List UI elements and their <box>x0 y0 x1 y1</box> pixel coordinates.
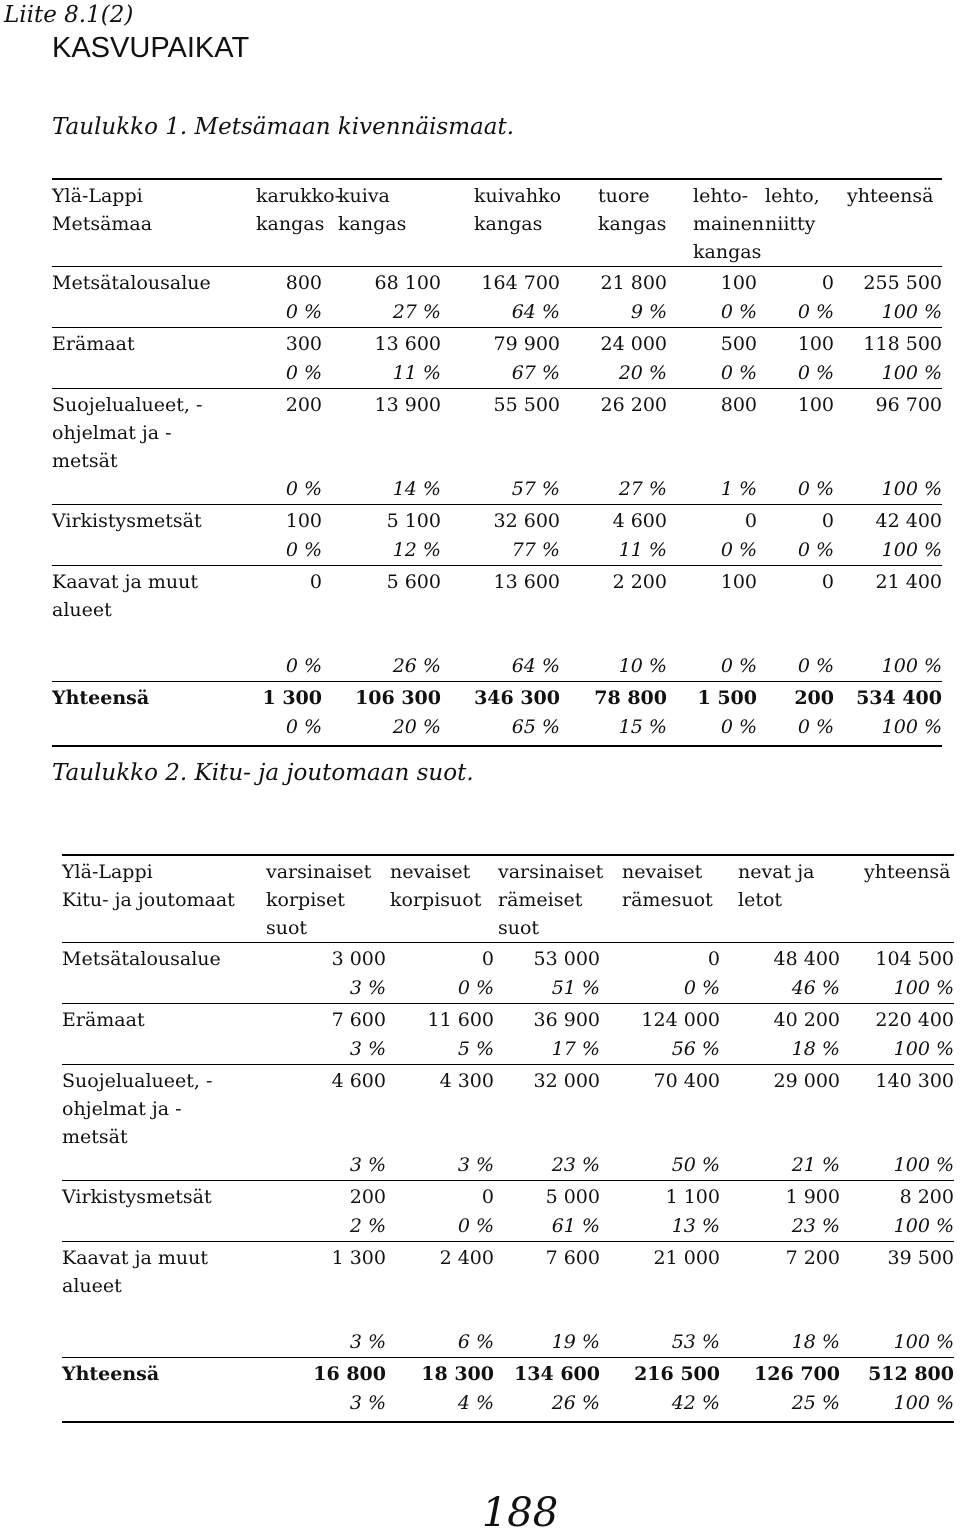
percent-cell: 20 % <box>322 713 441 746</box>
percent-cell: 14 % <box>392 478 441 500</box>
percent-cell: 46 % <box>791 977 840 999</box>
value-cell: 100 <box>757 389 834 476</box>
percent-cell: 3 % <box>260 1389 386 1422</box>
value-cell: 8 200 <box>840 1181 954 1213</box>
percent-row <box>62 1328 954 1358</box>
value-cell: 140 300 <box>840 1065 954 1152</box>
value-cell: 300 <box>238 328 322 360</box>
percent-row <box>62 1035 954 1065</box>
row-label: Suojelualueet, - ohjelmat ja -metsät <box>52 389 238 476</box>
value-cell: 126 700 <box>720 1358 840 1390</box>
table2-header-cell: nevaiset korpisuot <box>386 855 494 943</box>
percent-cell: 26 % <box>392 655 441 677</box>
percent-cell: 61 % <box>551 1215 600 1237</box>
page-heading: KASVUPAIKAT <box>52 32 250 64</box>
value-cell: 500 <box>667 328 757 360</box>
percent-cell: 3 % <box>349 1154 386 1176</box>
empty-cell <box>52 298 238 328</box>
percent-cell: 0 % <box>285 655 322 677</box>
percent-cell: 0 % <box>720 362 757 384</box>
value-cell: 134 600 <box>494 1358 600 1390</box>
value-cell: 0 <box>600 943 720 975</box>
value-cell: 1 900 <box>720 1181 840 1213</box>
percent-cell: 27 % <box>618 478 667 500</box>
percent-cell: 25 % <box>720 1389 840 1422</box>
percent-cell: 4 % <box>386 1389 494 1422</box>
percent-cell: 1 % <box>720 478 757 500</box>
percent-row <box>52 298 942 328</box>
percent-cell: 64 % <box>511 655 560 677</box>
value-cell: 13 600 <box>441 566 560 653</box>
table2-header-cell: nevaiset rämesuot <box>600 855 720 943</box>
value-cell: 220 400 <box>840 1004 954 1036</box>
percent-cell: 5 % <box>457 1038 494 1060</box>
value-cell: 800 <box>667 389 757 476</box>
value-cell: 200 <box>238 389 322 476</box>
percent-cell: 42 % <box>600 1389 720 1422</box>
empty-cell <box>52 713 238 746</box>
row-label: Virkistysmetsät <box>62 1181 260 1213</box>
percent-cell: 100 % <box>881 539 942 561</box>
empty-cell <box>52 475 238 505</box>
value-cell: 0 <box>757 566 834 653</box>
value-cell: 24 000 <box>560 328 667 360</box>
empty-cell <box>62 1328 260 1358</box>
percent-cell: 0 % <box>797 655 834 677</box>
value-cell: 100 <box>667 267 757 299</box>
percent-cell: 18 % <box>791 1038 840 1060</box>
table-row <box>52 566 942 653</box>
percent-cell: 18 % <box>791 1331 840 1353</box>
row-label: Metsätalousalue <box>62 943 260 975</box>
value-cell: 32 600 <box>441 505 560 537</box>
table1-caption: Taulukko 1. Metsämaan kivennäismaat. <box>52 114 514 140</box>
table1-header-cell: karukko- kangas <box>238 179 322 267</box>
empty-cell <box>62 1035 260 1065</box>
value-cell: 42 400 <box>834 505 942 537</box>
table2-caption: Taulukko 2. Kitu- ja joutomaan suot. <box>52 760 474 786</box>
percent-row <box>62 1151 954 1181</box>
value-cell: 79 900 <box>441 328 560 360</box>
table1-header-cell: yhteensä <box>834 179 942 267</box>
percent-cell: 100 % <box>881 362 942 384</box>
value-cell: 5 000 <box>494 1181 600 1213</box>
empty-cell <box>62 1151 260 1181</box>
percent-cell: 19 % <box>551 1331 600 1353</box>
table2-header-cell: varsinaiset korpiset suot <box>260 855 386 943</box>
percent-cell: 0 % <box>797 478 834 500</box>
value-cell: 0 <box>667 505 757 537</box>
empty-cell <box>52 652 238 682</box>
percent-cell: 51 % <box>551 977 600 999</box>
percent-cell: 0 % <box>285 301 322 323</box>
percent-cell: 64 % <box>511 301 560 323</box>
value-cell: 96 700 <box>834 389 942 476</box>
percent-cell: 2 % <box>349 1215 386 1237</box>
percent-cell: 0 % <box>797 301 834 323</box>
percent-cell: 3 % <box>349 1331 386 1353</box>
value-cell: 13 600 <box>322 328 441 360</box>
percent-cell: 0 % <box>238 713 322 746</box>
value-cell: 0 <box>757 505 834 537</box>
percent-cell: 100 % <box>881 478 942 500</box>
value-cell: 40 200 <box>720 1004 840 1036</box>
value-cell: 2 200 <box>560 566 667 653</box>
row-label: Kaavat ja muut alueet <box>52 566 238 653</box>
table1-header-cell: kuiva kangas <box>322 179 441 267</box>
percent-row <box>62 1389 954 1422</box>
value-cell: 106 300 <box>322 682 441 714</box>
table-row <box>62 943 954 975</box>
percent-cell: 21 % <box>791 1154 840 1176</box>
value-cell: 70 400 <box>600 1065 720 1152</box>
row-label: Erämaat <box>62 1004 260 1036</box>
value-cell: 1 300 <box>238 682 322 714</box>
percent-cell: 12 % <box>392 539 441 561</box>
value-cell: 0 <box>757 267 834 299</box>
value-cell: 0 <box>238 566 322 653</box>
value-cell: 216 500 <box>600 1358 720 1390</box>
percent-cell: 100 % <box>834 713 942 746</box>
row-label: Kaavat ja muut alueet <box>62 1242 260 1329</box>
value-cell: 21 000 <box>600 1242 720 1329</box>
percent-cell: 6 % <box>457 1331 494 1353</box>
percent-cell: 0 % <box>457 977 494 999</box>
percent-cell: 23 % <box>551 1154 600 1176</box>
value-cell: 7 600 <box>494 1242 600 1329</box>
table2-header-cell: yhteensä <box>840 855 954 943</box>
percent-row <box>52 359 942 389</box>
value-cell: 200 <box>757 682 834 714</box>
empty-cell <box>52 359 238 389</box>
value-cell: 21 400 <box>834 566 942 653</box>
percent-cell: 20 % <box>618 362 667 384</box>
value-cell: 68 100 <box>322 267 441 299</box>
value-cell: 512 800 <box>840 1358 954 1390</box>
table1 <box>52 178 942 747</box>
value-cell: 36 900 <box>494 1004 600 1036</box>
percent-row <box>52 713 942 746</box>
table2 <box>62 854 954 1423</box>
percent-cell: 0 % <box>457 1215 494 1237</box>
row-label: Yhteensä <box>62 1358 260 1390</box>
percent-row <box>52 652 942 682</box>
table-row <box>62 1242 954 1329</box>
table-row <box>52 505 942 537</box>
percent-cell: 17 % <box>551 1038 600 1060</box>
percent-cell: 100 % <box>893 1038 954 1060</box>
table-row <box>52 267 942 299</box>
percent-row <box>62 1212 954 1242</box>
value-cell: 5 100 <box>322 505 441 537</box>
percent-cell: 0 % <box>797 362 834 384</box>
value-cell: 11 600 <box>386 1004 494 1036</box>
value-cell: 7 600 <box>260 1004 386 1036</box>
percent-cell: 11 % <box>618 539 667 561</box>
table1-header-cell: tuore kangas <box>560 179 667 267</box>
value-cell: 200 <box>260 1181 386 1213</box>
value-cell: 2 400 <box>386 1242 494 1329</box>
value-cell: 255 500 <box>834 267 942 299</box>
row-label: Suojelualueet, - ohjelmat ja -metsät <box>62 1065 260 1152</box>
percent-cell: 57 % <box>511 478 560 500</box>
table-row <box>52 328 942 360</box>
value-cell: 118 500 <box>834 328 942 360</box>
value-cell: 800 <box>238 267 322 299</box>
table2-header-row <box>62 855 954 943</box>
percent-cell: 100 % <box>893 977 954 999</box>
value-cell: 1 500 <box>667 682 757 714</box>
table-row <box>62 1004 954 1036</box>
percent-cell: 27 % <box>392 301 441 323</box>
percent-cell: 0 % <box>285 362 322 384</box>
value-cell: 0 <box>386 1181 494 1213</box>
value-cell: 29 000 <box>720 1065 840 1152</box>
percent-cell: 0 % <box>720 301 757 323</box>
percent-cell: 0 % <box>285 539 322 561</box>
value-cell: 78 800 <box>560 682 667 714</box>
table-row <box>62 1181 954 1213</box>
value-cell: 4 600 <box>560 505 667 537</box>
percent-cell: 67 % <box>511 362 560 384</box>
percent-cell: 13 % <box>671 1215 720 1237</box>
percent-cell: 15 % <box>560 713 667 746</box>
row-label: Virkistysmetsät <box>52 505 238 537</box>
percent-cell: 100 % <box>881 301 942 323</box>
value-cell: 7 200 <box>720 1242 840 1329</box>
value-cell: 3 000 <box>260 943 386 975</box>
table1-header-cell: lehto- mainen kangas <box>667 179 757 267</box>
percent-cell: 0 % <box>797 539 834 561</box>
percent-cell: 56 % <box>671 1038 720 1060</box>
percent-cell: 53 % <box>671 1331 720 1353</box>
value-cell: 104 500 <box>840 943 954 975</box>
percent-cell: 100 % <box>893 1215 954 1237</box>
row-label: Erämaat <box>52 328 238 360</box>
value-cell: 5 600 <box>322 566 441 653</box>
percent-cell: 0 % <box>667 713 757 746</box>
table1-header-row <box>52 179 942 267</box>
value-cell: 13 900 <box>322 389 441 476</box>
table-row <box>52 389 942 476</box>
percent-cell: 0 % <box>720 539 757 561</box>
percent-cell: 10 % <box>618 655 667 677</box>
value-cell: 1 100 <box>600 1181 720 1213</box>
value-cell: 534 400 <box>834 682 942 714</box>
percent-cell: 11 % <box>392 362 441 384</box>
table2-header-cell: varsinaiset rämeiset suot <box>494 855 600 943</box>
value-cell: 4 300 <box>386 1065 494 1152</box>
row-label: Yhteensä <box>52 682 238 714</box>
value-cell: 346 300 <box>441 682 560 714</box>
percent-cell: 100 % <box>881 655 942 677</box>
row-label: Metsätalousalue <box>52 267 238 299</box>
percent-row <box>52 536 942 566</box>
percent-cell: 3 % <box>349 977 386 999</box>
percent-cell: 3 % <box>349 1038 386 1060</box>
percent-cell: 0 % <box>757 713 834 746</box>
percent-cell: 9 % <box>630 301 667 323</box>
value-cell: 32 000 <box>494 1065 600 1152</box>
value-cell: 4 600 <box>260 1065 386 1152</box>
value-cell: 39 500 <box>840 1242 954 1329</box>
percent-cell: 100 % <box>893 1154 954 1176</box>
page-number: 188 <box>481 1490 559 1536</box>
value-cell: 21 800 <box>560 267 667 299</box>
value-cell: 100 <box>238 505 322 537</box>
percent-cell: 100 % <box>893 1331 954 1353</box>
percent-cell: 26 % <box>494 1389 600 1422</box>
table2-header-label: Ylä-Lappi Kitu- ja joutomaat <box>62 855 260 943</box>
empty-cell <box>62 1389 260 1422</box>
value-cell: 0 <box>386 943 494 975</box>
percent-cell: 50 % <box>671 1154 720 1176</box>
value-cell: 48 400 <box>720 943 840 975</box>
table-row <box>62 1065 954 1152</box>
value-cell: 124 000 <box>600 1004 720 1036</box>
percent-cell: 23 % <box>791 1215 840 1237</box>
percent-cell: 65 % <box>441 713 560 746</box>
total-row <box>62 1358 954 1390</box>
value-cell: 16 800 <box>260 1358 386 1390</box>
empty-cell <box>52 536 238 566</box>
empty-cell <box>62 974 260 1004</box>
value-cell: 100 <box>667 566 757 653</box>
value-cell: 26 200 <box>560 389 667 476</box>
value-cell: 100 <box>757 328 834 360</box>
value-cell: 55 500 <box>441 389 560 476</box>
percent-row <box>52 475 942 505</box>
value-cell: 18 300 <box>386 1358 494 1390</box>
appendix-label: Liite 8.1(2) <box>4 2 134 28</box>
percent-cell: 100 % <box>840 1389 954 1422</box>
percent-cell: 0 % <box>285 478 322 500</box>
value-cell: 164 700 <box>441 267 560 299</box>
value-cell: 1 300 <box>260 1242 386 1329</box>
table1-header-cell: lehto, niitty <box>757 179 834 267</box>
table1-header-cell: kuivahko kangas <box>441 179 560 267</box>
percent-cell: 0 % <box>683 977 720 999</box>
total-row <box>52 682 942 714</box>
empty-cell <box>62 1212 260 1242</box>
percent-row <box>62 974 954 1004</box>
value-cell: 53 000 <box>494 943 600 975</box>
percent-cell: 77 % <box>511 539 560 561</box>
table1-header-label: Ylä-Lappi Metsämaa <box>52 179 238 267</box>
percent-cell: 3 % <box>457 1154 494 1176</box>
table2-header-cell: nevat ja letot <box>720 855 840 943</box>
percent-cell: 0 % <box>720 655 757 677</box>
